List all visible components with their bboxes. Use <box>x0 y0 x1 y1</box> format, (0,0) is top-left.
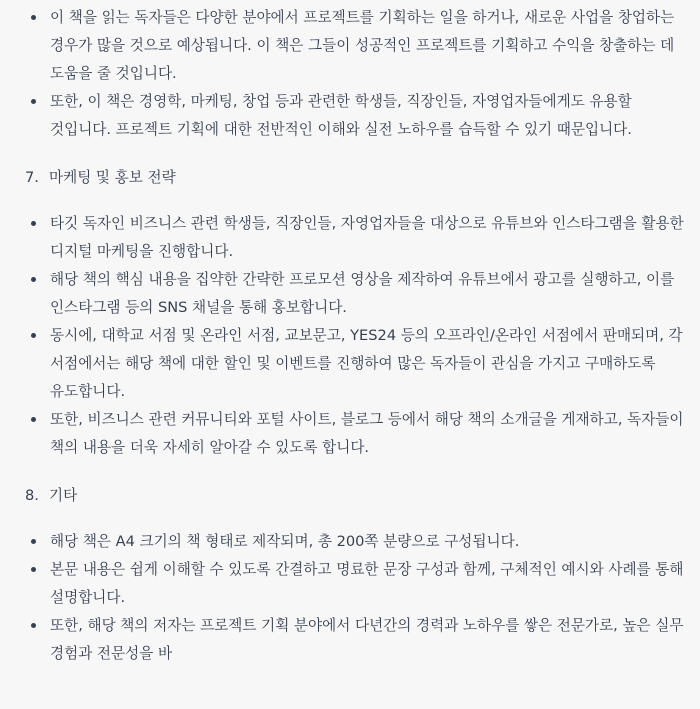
list-item: 또한, 해당 책의 저자는 프로젝트 기획 분야에서 다년간의 경력과 노하우를 쌓은 전문가로, 높은 실무 경험과 전문성을 바 <box>25 612 684 668</box>
section-title: 마케팅 및 홍보 전략 <box>49 169 176 186</box>
section-number: 7. <box>25 169 39 186</box>
list-item: 해당 책은 A4 크기의 책 형태로 제작되며, 총 200쪽 분량으로 구성됩니다. <box>25 528 684 556</box>
section-title: 기타 <box>49 487 78 504</box>
list-item: 본문 내용은 쉽게 이해할 수 있도록 간결하고 명료한 문장 구성과 함께, 구체적인 예시와 사례를 통해 설명합니다. <box>25 556 684 612</box>
section-heading-8 <box>25 482 684 510</box>
list-item: 동시에, 대학교 서점 및 온라인 서점, 교보문고, YES24 등의 오프라인/온라인 서점에서 판매되며, 각 서점에서는 해당 책에 대한 할인 및 이벤트를 진행하여 많은 독자들이 관심을 가지고 구매하도록 유도합니다. <box>25 322 684 406</box>
list-item: 또한, 비즈니스 관련 커뮤니티와 포털 사이트, 블로그 등에서 해당 책의 소개글을 게재하고, 독자들이 책의 내용을 더욱 자세히 알아갈 수 있도록 합니다. <box>25 406 684 462</box>
section-number: 8. <box>25 487 39 504</box>
intro-bullet-list <box>25 4 684 144</box>
section-8-bullet-list <box>25 528 684 668</box>
list-item: 또한, 이 책은 경영학, 마케팅, 창업 등과 관련한 학생들, 직장인들, 자영업자들에게도 유용할 것입니다. 프로젝트 기획에 대한 전반적인 이해와 실전 노하우를 습득할 수 있기 때문입니다. <box>25 88 684 144</box>
list-item: 타깃 독자인 비즈니스 관련 학생들, 직장인들, 자영업자들을 대상으로 유튜브와 인스타그램을 활용한 디지털 마케팅을 진행합니다. <box>25 210 684 266</box>
list-item: 이 책을 읽는 독자들은 다양한 분야에서 프로젝트를 기획하는 일을 하거나, 새로운 사업을 창업하는 경우가 많을 것으로 예상됩니다. 이 책은 그들이 성공적인 프로젝트를 기획하고 수익을 창출하는 데 도움을 줄 것입니다. <box>25 4 684 88</box>
section-heading-7 <box>25 164 684 192</box>
list-item: 해당 책의 핵심 내용을 집약한 간략한 프로모션 영상을 제작하여 유튜브에서 광고를 실행하고, 이를 인스타그램 등의 SNS 채널을 통해 홍보합니다. <box>25 266 684 322</box>
section-7-bullet-list <box>25 210 684 462</box>
